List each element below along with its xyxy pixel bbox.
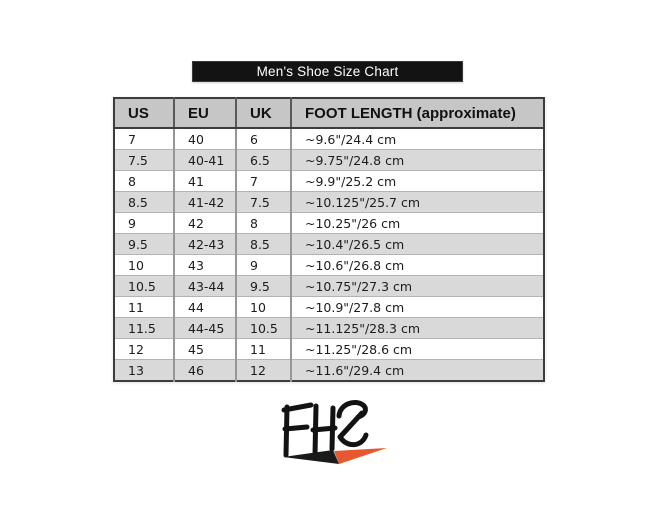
table-cell: ~11.125"/28.3 cm xyxy=(291,318,544,339)
table-cell: ~9.6"/24.4 cm xyxy=(291,128,544,150)
table-cell: 9.5 xyxy=(236,276,291,297)
table-cell: 7.5 xyxy=(114,150,174,171)
table-row xyxy=(114,171,544,192)
table-cell: ~11.25"/28.6 cm xyxy=(291,339,544,360)
table-cell: 12 xyxy=(114,339,174,360)
table-cell: 42-43 xyxy=(174,234,236,255)
table-row xyxy=(114,150,544,171)
table-row xyxy=(114,192,544,213)
table-cell: 8.5 xyxy=(236,234,291,255)
logo-letter-h xyxy=(313,406,335,455)
table-cell: ~10.25"/26 cm xyxy=(291,213,544,234)
table-cell: ~9.9"/25.2 cm xyxy=(291,171,544,192)
logo-letter-f xyxy=(284,405,311,455)
table-cell: 44 xyxy=(174,297,236,318)
table-row xyxy=(114,276,544,297)
table-row xyxy=(114,128,544,150)
table-cell: ~10.4"/26.5 cm xyxy=(291,234,544,255)
table-cell: ~10.125"/25.7 cm xyxy=(291,192,544,213)
table-cell: 43 xyxy=(174,255,236,276)
table-cell: 6.5 xyxy=(236,150,291,171)
table-cell: 7 xyxy=(114,128,174,150)
table-cell: 43-44 xyxy=(174,276,236,297)
table-row xyxy=(114,297,544,318)
table-cell: 10.5 xyxy=(236,318,291,339)
table-row xyxy=(114,255,544,276)
column-header: US xyxy=(114,98,174,128)
logo-swoosh-left xyxy=(283,450,339,464)
table-cell: 10.5 xyxy=(114,276,174,297)
table-cell: ~10.9"/27.8 cm xyxy=(291,297,544,318)
column-header: EU xyxy=(174,98,236,128)
size-chart-table xyxy=(113,97,545,382)
table-cell: 11 xyxy=(236,339,291,360)
table-row xyxy=(114,360,544,382)
table-cell: 9.5 xyxy=(114,234,174,255)
logo-letter-s xyxy=(339,402,366,444)
table-cell: 8 xyxy=(236,213,291,234)
table-cell: 9 xyxy=(236,255,291,276)
table-row xyxy=(114,213,544,234)
table-cell: 10 xyxy=(114,255,174,276)
table-cell: 12 xyxy=(236,360,291,382)
table-row xyxy=(114,318,544,339)
table-cell: 6 xyxy=(236,128,291,150)
chart-title: Men's Shoe Size Chart xyxy=(256,64,399,79)
column-header: FOOT LENGTH (approximate) xyxy=(291,98,544,128)
fhs-logo xyxy=(270,398,400,473)
chart-title-bar xyxy=(192,61,463,82)
table-row xyxy=(114,339,544,360)
table-cell: 40-41 xyxy=(174,150,236,171)
table-cell: 46 xyxy=(174,360,236,382)
table-row xyxy=(114,234,544,255)
table-cell: 41-42 xyxy=(174,192,236,213)
table-body xyxy=(114,128,544,381)
table-cell: ~10.6"/26.8 cm xyxy=(291,255,544,276)
table-cell: 44-45 xyxy=(174,318,236,339)
logo-swoosh-right xyxy=(334,448,387,464)
table-cell: 8.5 xyxy=(114,192,174,213)
table-cell: ~9.75"/24.8 cm xyxy=(291,150,544,171)
table-cell: 7 xyxy=(236,171,291,192)
table-cell: 10 xyxy=(236,297,291,318)
table-cell: 11 xyxy=(114,297,174,318)
table-cell: ~10.75"/27.3 cm xyxy=(291,276,544,297)
table-cell: 42 xyxy=(174,213,236,234)
table-cell: 9 xyxy=(114,213,174,234)
column-header: UK xyxy=(236,98,291,128)
table-cell: 8 xyxy=(114,171,174,192)
table-cell: 41 xyxy=(174,171,236,192)
table-cell: 13 xyxy=(114,360,174,382)
table-cell: 11.5 xyxy=(114,318,174,339)
table-cell: 7.5 xyxy=(236,192,291,213)
table-cell: ~11.6"/29.4 cm xyxy=(291,360,544,382)
table-cell: 40 xyxy=(174,128,236,150)
table-header-row xyxy=(114,98,544,128)
table-cell: 45 xyxy=(174,339,236,360)
